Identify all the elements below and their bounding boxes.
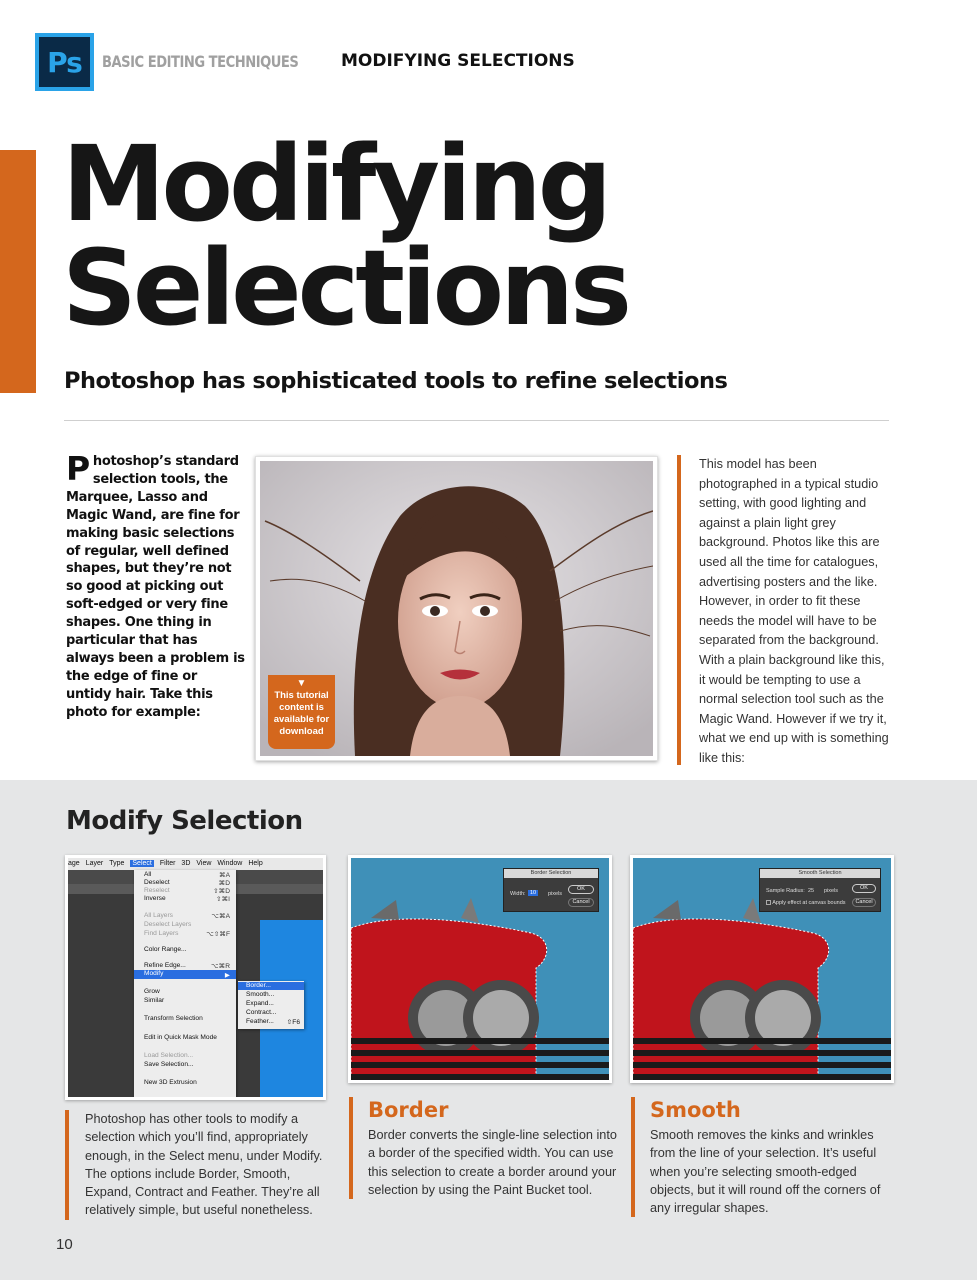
menubar-item[interactable]: View <box>196 860 212 867</box>
menu-shortcut: ▶ <box>224 972 230 979</box>
feather-shortcut: ⇧F6 <box>286 1019 300 1026</box>
download-arrow-icon: ▼ <box>296 678 307 689</box>
select-menu-item[interactable]: Save Selection... <box>144 1061 194 1068</box>
smooth-ok-button[interactable]: OK <box>852 884 876 893</box>
select-menu-item[interactable]: Deselect <box>144 879 170 886</box>
select-menu-item[interactable]: Transform Selection <box>144 1015 203 1022</box>
menu-shortcut: ⌘D <box>218 880 230 887</box>
smooth-screenshot <box>630 855 894 1083</box>
modify-menu-caption: Photoshop has other tools to modify a selection which you’ll find, appropriately enough, in the Select menu, under Modify. The options include Border, Smooth, Expand, Contract and Feather. They’re all relatively simple, but useful nonetheless. <box>65 1110 330 1220</box>
select-menu-item[interactable]: Grow <box>144 988 160 995</box>
select-menu-item[interactable]: Inverse <box>144 895 166 902</box>
divider-rule <box>64 420 889 421</box>
smooth-checkbox-label: Apply effect at canvas bounds <box>772 900 846 906</box>
menubar-item[interactable]: age <box>68 860 80 867</box>
smooth-canvas-checkbox[interactable] <box>766 900 846 906</box>
border-ok-button[interactable]: OK <box>568 885 594 894</box>
menubar-item[interactable]: Filter <box>159 860 176 867</box>
smooth-heading: Smooth <box>650 1098 741 1122</box>
submenu-item[interactable]: Feather... <box>246 1018 274 1025</box>
smooth-dialog-title: Smooth Selection <box>760 869 880 878</box>
download-badge-text: This tutorial content is available for download <box>273 690 330 737</box>
menu-shortcut: ⇧⌘D <box>213 888 230 895</box>
select-menu-item[interactable]: Find Layers <box>144 930 179 937</box>
section-label: BASIC EDITING TECHNIQUES <box>102 52 299 71</box>
menu-shortcut: ⌥⇧⌘F <box>206 931 230 938</box>
border-text: Border converts the single-line selection into a border of the specified width. You can use this selection to create a border around your selection by using the Paint Bucket tool. <box>368 1128 617 1197</box>
page-number: 10 <box>56 1236 73 1253</box>
select-menu-item[interactable]: Load Selection... <box>144 1052 194 1059</box>
select-menu-item[interactable]: New 3D Extrusion <box>144 1079 197 1086</box>
select-menu-screenshot <box>65 855 326 1100</box>
checkbox-icon[interactable] <box>766 900 771 905</box>
select-menu-item[interactable]: Color Range... <box>144 946 187 953</box>
title-accent-bar <box>0 150 36 393</box>
menu-shortcut: ⌥⌘R <box>211 963 230 970</box>
border-width-label: Width: <box>510 891 526 897</box>
photoshop-logo-text: Ps <box>39 37 90 87</box>
menu-shortcut: ⌘A <box>219 872 230 879</box>
submenu-item[interactable]: Border... <box>238 982 304 990</box>
modify-section-heading: Modify Selection <box>66 806 303 836</box>
article-title <box>62 123 629 349</box>
menubar-item[interactable]: 3D <box>181 860 191 867</box>
menubar-item[interactable]: Type <box>109 860 125 867</box>
title-line-1: Modifying <box>62 123 609 245</box>
smooth-text: Smooth removes the kinks and wrinkles from the line of your selection. It’s useful when you’re selecting smooth-edged objects, but it will round off the corners of any irregular shapes. <box>650 1128 881 1216</box>
download-badge[interactable] <box>268 675 335 749</box>
smooth-radius-label: Sample Radius: <box>766 888 805 894</box>
select-menu-item[interactable]: All Layers <box>144 912 173 919</box>
drop-cap: P <box>66 449 90 488</box>
smooth-selection-dialog <box>759 868 881 912</box>
modify-submenu <box>238 981 304 1029</box>
smooth-radius-input[interactable]: 25 <box>808 888 815 894</box>
border-heading: Border <box>368 1098 449 1122</box>
page-section-title: MODIFYING SELECTIONS <box>341 51 575 71</box>
menubar-item[interactable]: Help <box>248 860 263 867</box>
intro-paragraph <box>66 449 246 722</box>
article-subtitle: Photoshop has sophisticated tools to refine selections <box>64 368 728 394</box>
border-width-input[interactable]: 10 <box>530 890 537 896</box>
submenu-item[interactable]: Contract... <box>246 1009 277 1016</box>
submenu-item[interactable]: Smooth... <box>246 991 275 998</box>
border-caption <box>349 1097 617 1199</box>
smooth-caption <box>631 1097 899 1217</box>
select-menu-item[interactable]: Deselect Layers <box>144 921 192 928</box>
select-menu-item[interactable]: Edit in Quick Mask Mode <box>144 1034 217 1041</box>
select-menu-item[interactable]: Modify <box>134 970 236 979</box>
border-screenshot <box>348 855 612 1083</box>
border-unit-label: pixels <box>548 891 563 897</box>
submenu-item[interactable]: Expand... <box>246 1000 274 1007</box>
select-menu-item[interactable]: Refine Edge... <box>144 962 186 969</box>
border-selection-dialog <box>503 868 599 912</box>
intro-text: hotoshop’s standard selection tools, the Marquee, Lasso and Magic Wand, are fine for making basic selections of regular, well defined shapes, but they’re not so good at picking out soft-edged or very fine shapes. One thing in particular that has always been a problem is the edge of fine or untidy hair. Take this photo for example: <box>66 454 245 720</box>
menubar-item[interactable]: Select <box>132 860 152 867</box>
menu-shortcut: ⌥⌘A <box>211 913 230 920</box>
menubar-item[interactable]: Window <box>217 860 243 867</box>
border-dialog-title: Border Selection <box>504 869 598 878</box>
photoshop-logo <box>35 33 94 91</box>
select-menu <box>134 870 236 1097</box>
select-menu-item[interactable]: All <box>144 871 152 878</box>
side-column-text: This model has been photographed in a typical studio setting, with good lighting and against a plain light grey background. Photos like this are used all the time for catalogues, advertising posters and the like. However, in order to fit these needs the model will have to be separated from the background. With a plain background like this, it would be tempting to use a normal selection tool such as the Magic Wand. However if we try it, what we end up with is something like this: <box>677 455 892 765</box>
menu-shortcut: ⇧⌘I <box>216 896 230 903</box>
menubar-item[interactable]: Layer <box>85 860 104 867</box>
border-cancel-button[interactable]: Cancel <box>568 898 594 907</box>
select-menu-item[interactable]: Reselect <box>144 887 170 894</box>
title-line-2: Selections <box>62 227 629 349</box>
smooth-cancel-button[interactable]: Cancel <box>852 898 876 907</box>
smooth-unit-label: pixels <box>824 888 839 894</box>
app-menubar <box>68 858 323 870</box>
select-menu-item[interactable]: Similar <box>144 997 165 1004</box>
